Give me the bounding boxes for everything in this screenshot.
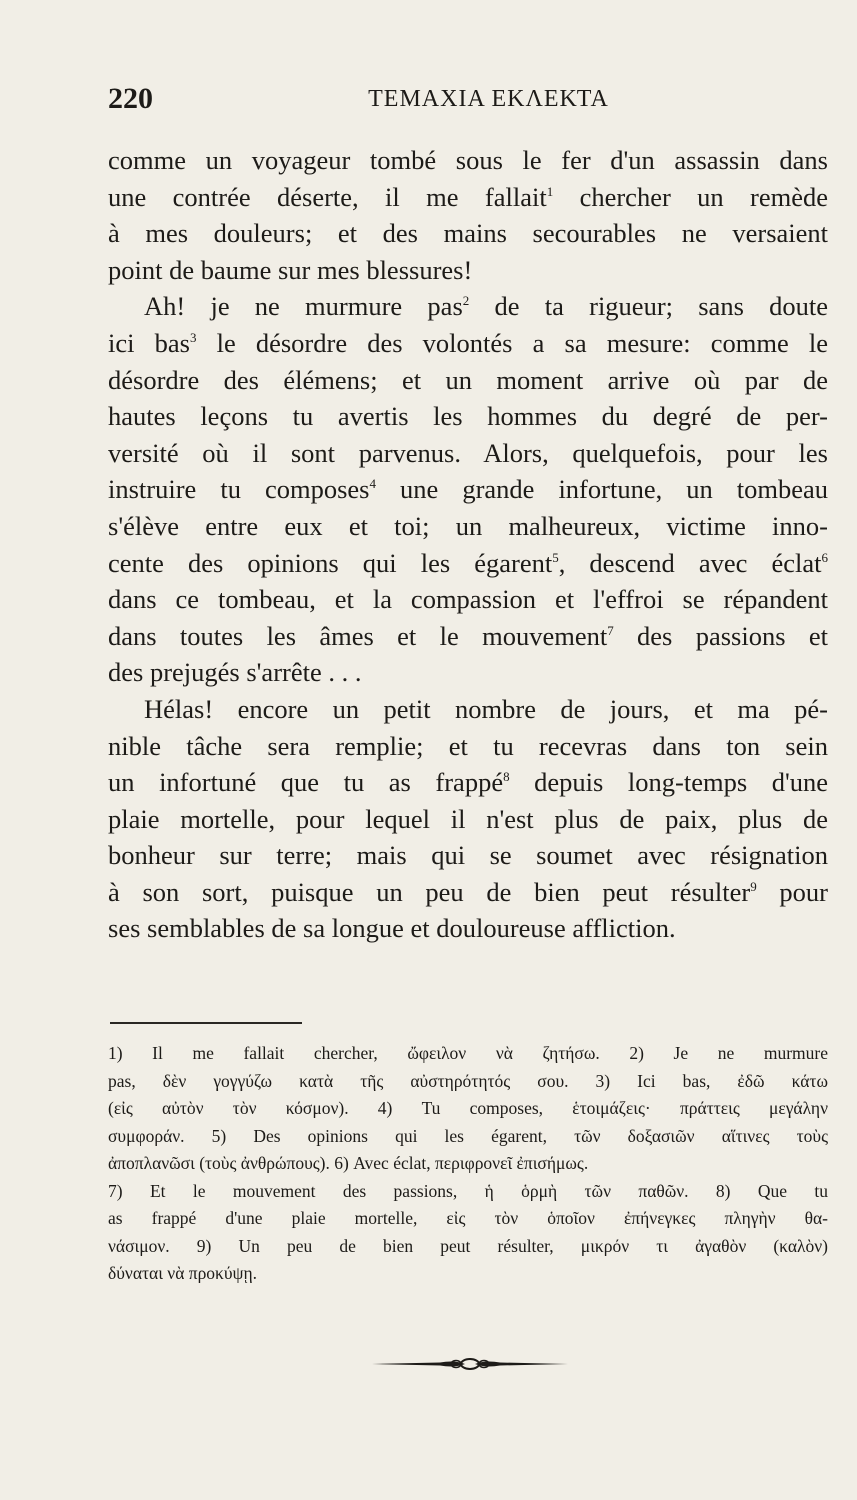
footnotes — [108, 1040, 828, 1288]
text-line: ici bas$^3$ le désordre des volontés a sa mesure: comme le — [108, 327, 828, 358]
footnote-ref: 1 — [546, 183, 554, 199]
running-title: ΤΕΜΑΧΙΑ ΕΚΛΕΚΤΑ — [368, 86, 609, 112]
footnote-ref: 7 — [607, 622, 614, 638]
footnote-line: as frappé d'une plaie mortelle, εἰς τὸν ὁποῖον ἐπήνεγκες πληγὴν θα- — [108, 1208, 828, 1228]
footnote-line: συμφοράν. 5) Des opinions qui les égarent, τῶν δοξασιῶν αἵτινες τοὺς — [108, 1125, 828, 1146]
text-line: bonheur sur terre; mais qui se soumet avec résignation — [108, 840, 828, 871]
footnote-ref: 3 — [189, 330, 197, 346]
footnote-ref: 8 — [503, 769, 510, 785]
end-ornament-icon — [370, 1356, 570, 1372]
text-line: hautes leçons tu avertis les hommes du degré de per- — [108, 401, 828, 432]
footnote-ref: 9 — [750, 879, 757, 895]
text-line: point de baume sur mes blessures! — [108, 254, 473, 285]
text-line: des prejugés s'arrête . . . — [108, 657, 362, 688]
text-line: dans toutes les âmes et le mouvement$^7$ des passions et — [108, 620, 829, 651]
text-line: s'élève entre eux et toi; un malheureux, victime inno- — [108, 510, 828, 541]
footnote-ref: 5 — [552, 549, 559, 565]
text-line: instruire tu composes$^4$ une grande infortune, un tombeau — [108, 474, 829, 505]
footnote-line: 1) Il me fallait chercher, ὤφειλον νὰ ζητήσω. 2) Je ne murmure — [108, 1043, 828, 1063]
text-line: Ah! je ne murmure pas$^2$ de ta rigueur; sans doute — [144, 291, 828, 322]
footnote-line: pas, δὲν γογγύζω κατὰ τῆς αὐστηρότητός σου. 3) Ici bas, ἐδῶ κάτω — [108, 1070, 828, 1091]
text-line: plaie mortelle, pour lequel il n'est plus de paix, plus de — [108, 803, 828, 834]
text-line: ses semblables de sa longue et douloureuse affliction. — [108, 913, 676, 944]
text-line: à son sort, puisque un peu de bien peut résulter$^9$ pour — [108, 876, 828, 907]
text-line: nible tâche sera remplie; et tu recevras dans ton sein — [108, 730, 828, 761]
footnote-line: (εἰς αὐτὸν τὸν κόσμον). 4) Tu composes, ἑτοιμάζεις· πράττεις μεγάλην — [108, 1098, 828, 1118]
text-line: à mes douleurs; et des mains secourables ne versaient — [108, 218, 828, 249]
text-line: comme un voyageur tombé sous le fer d'un assassin dans — [108, 145, 828, 175]
text-line: désordre des élémens; et un moment arrive où par de — [108, 364, 828, 395]
footnote-ref: 2 — [462, 293, 470, 309]
footnote-divider — [110, 1022, 302, 1024]
text-line: cente des opinions qui les égarent$^5$, descend avec éclat$^6$ — [108, 547, 828, 578]
page-number: 220 — [108, 82, 153, 115]
main-text — [108, 142, 828, 947]
text-line: Hélas! encore un petit nombre de jours, et ma pé- — [144, 693, 828, 724]
footnote-line: 7) Et le mouvement des passions, ἡ ὁρμὴ τῶν παθῶν. 8) Que tu — [108, 1180, 828, 1201]
text-line: une contrée déserte, il me fallait$^1$ chercher un remède — [108, 181, 829, 212]
footnote-line: ἀποπλανῶσι (τοὺς ἀνθρώπους). 6) Avec éclat, περιφρονεῖ ἐπισήμως. — [108, 1153, 589, 1173]
page-header — [108, 82, 809, 122]
text-line: versité où il sont parvenus. Alors, quelquefois, pour les — [108, 437, 828, 468]
footnote-ref: 4 — [369, 476, 376, 492]
footnote-line: δύναται νὰ προκύψῃ. — [108, 1263, 258, 1283]
text-line: un infortuné que tu as frappé$^8$ depuis long-temps d'une — [108, 767, 828, 798]
footnote-ref: 6 — [821, 549, 828, 565]
footnote-line: νάσιμον. 9) Un peu de bien peut résulter, μικρόν τι ἀγαθὸν (καλὸν) — [108, 1235, 828, 1256]
text-line: dans ce tombeau, et la compassion et l'effroi se répandent — [108, 584, 828, 615]
